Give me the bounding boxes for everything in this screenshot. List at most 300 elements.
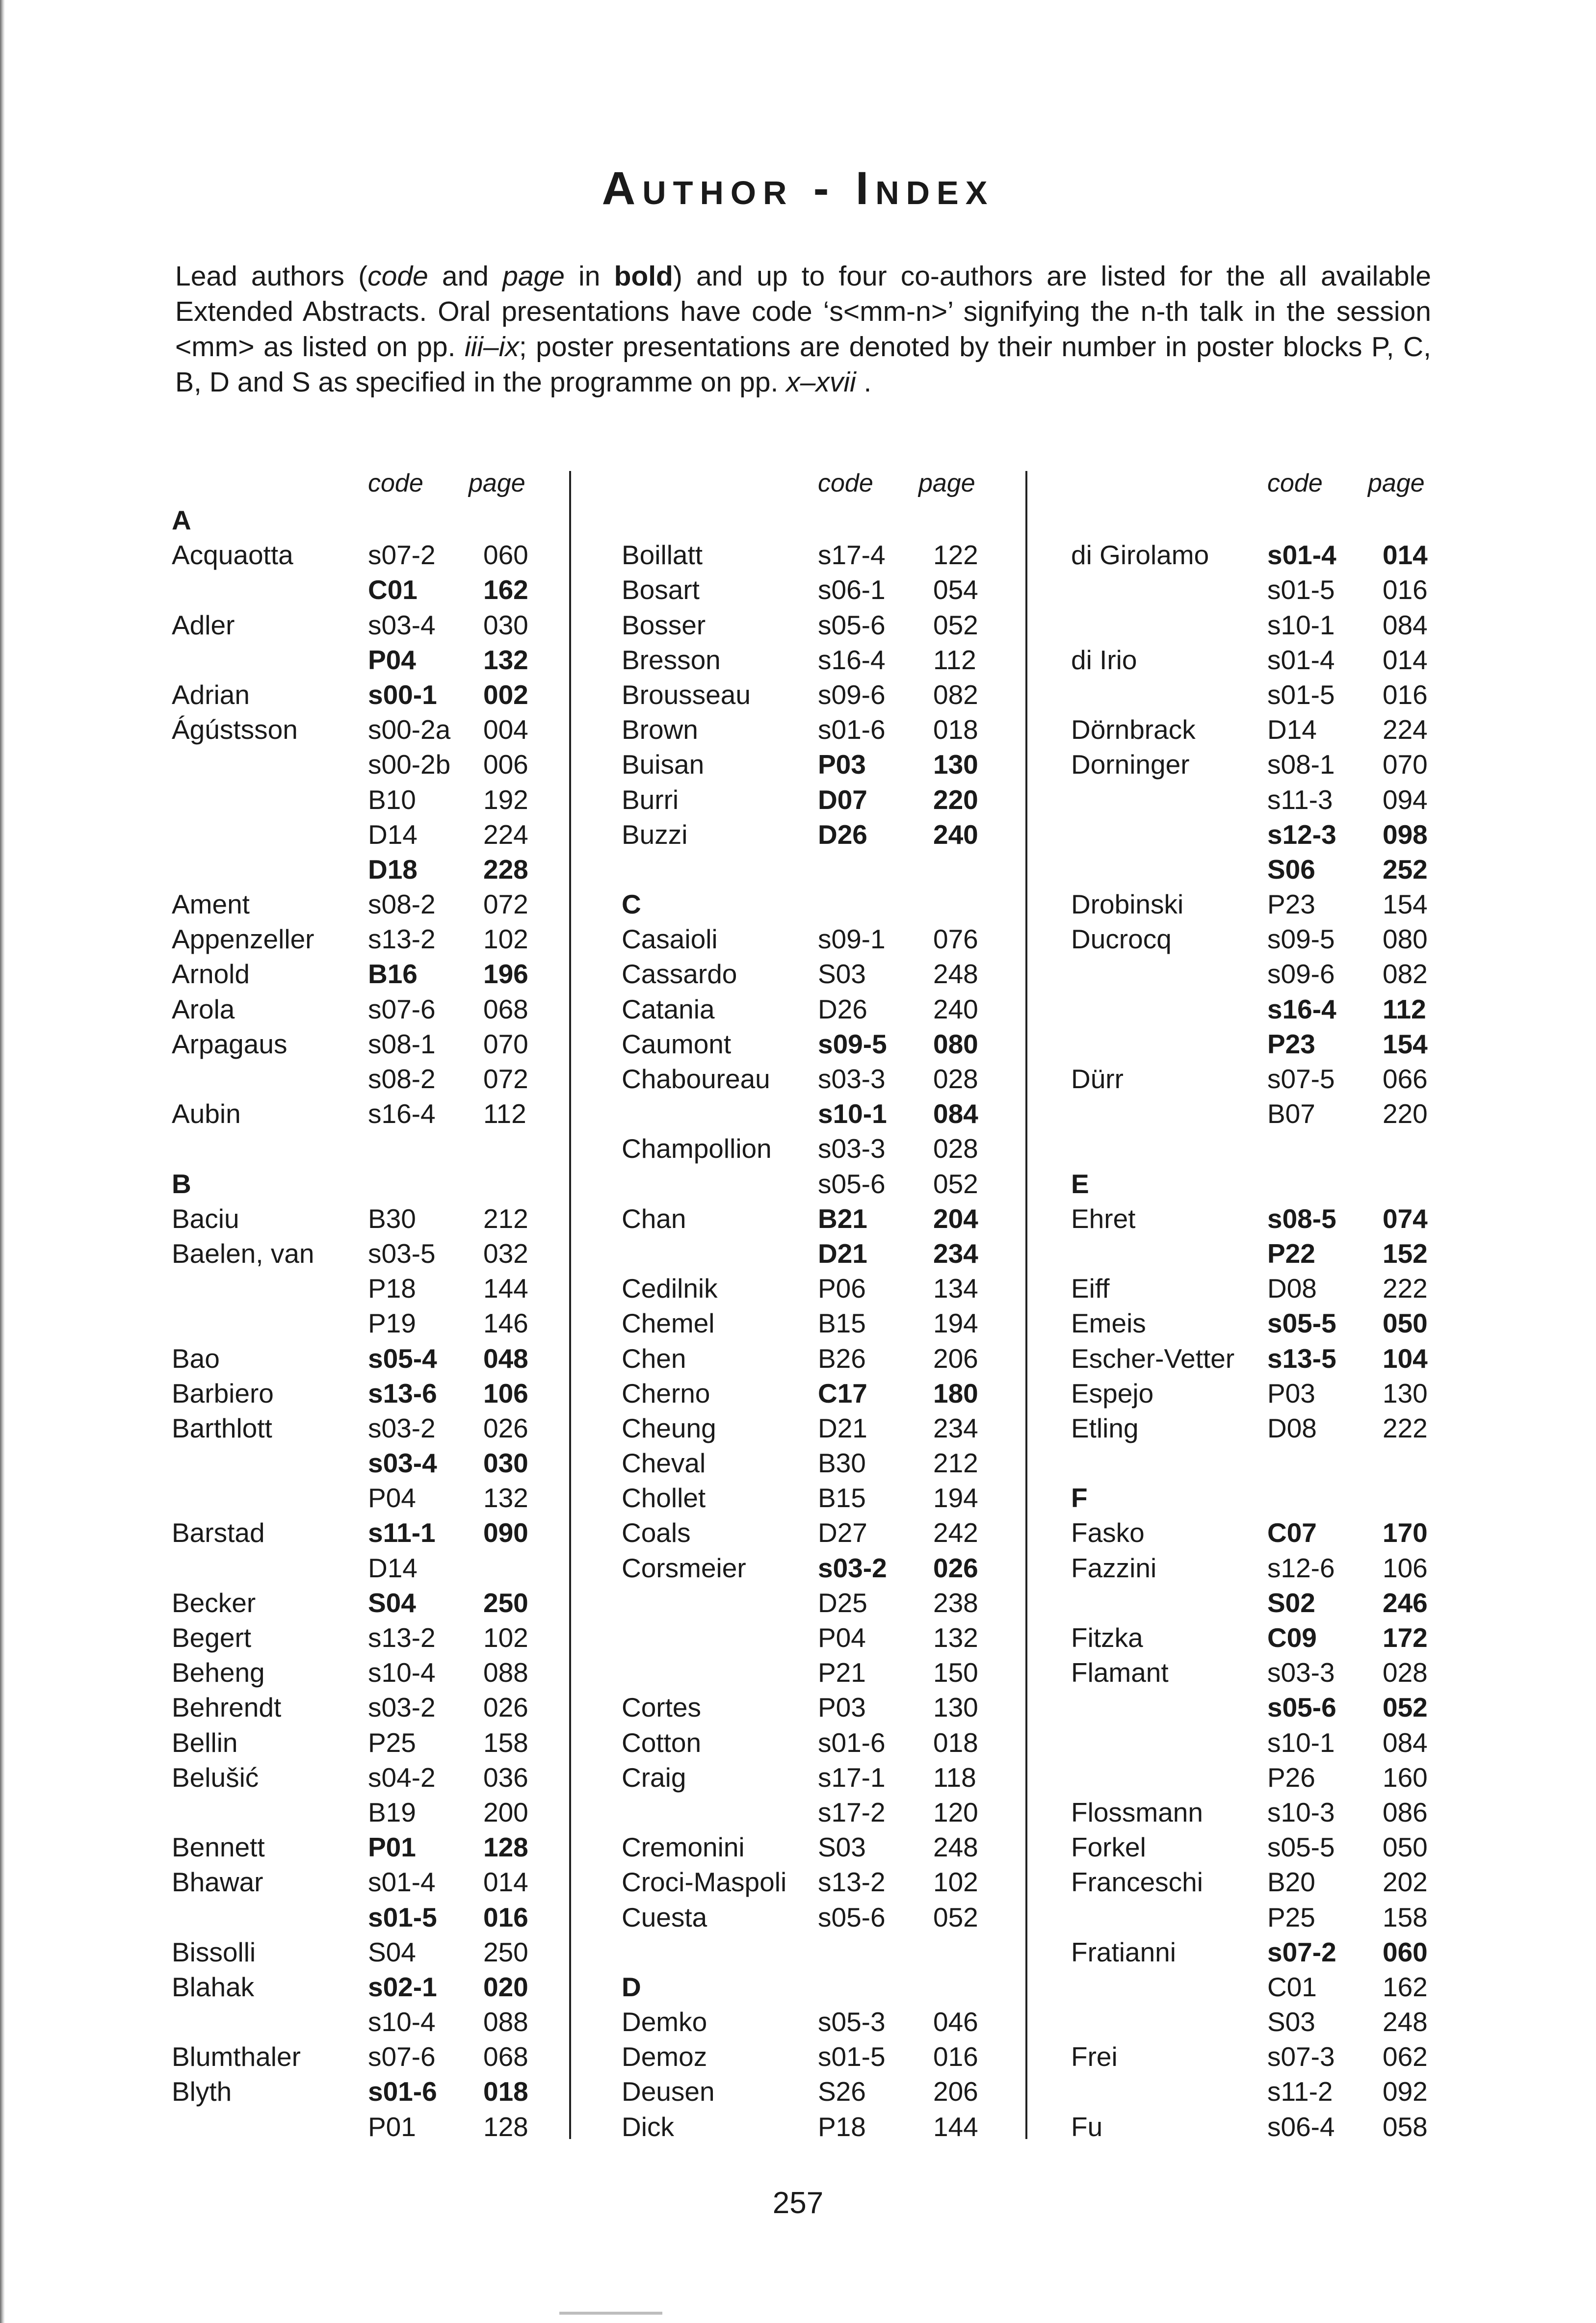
entry-page: 132 [933,1622,978,1653]
index-entry [1071,1725,1444,1760]
index-entry [172,887,545,922]
entry-code: s01-6 [818,714,886,745]
index-entry [622,608,994,643]
entry-page: 130 [933,749,978,780]
index-entry [172,1062,545,1096]
entry-page: 066 [1383,1064,1428,1094]
entry-page: 250 [483,1936,528,1967]
entry-name: Croci-Maspoli [622,1867,787,1898]
index-entry [1071,1411,1444,1446]
entry-name: Cremonini [622,1832,745,1863]
entry-name: Arpagaus [172,1028,288,1059]
column-header [1071,469,1444,503]
index-entry [172,712,545,747]
entry-code: P01 [368,2111,416,2142]
entry-code: s13-2 [368,924,436,955]
index-entry [1071,2110,1444,2144]
entry-page: 032 [483,1238,528,1269]
entry-name: Acquaotta [172,540,293,571]
index-entry [622,1655,994,1690]
entry-page: 134 [933,1273,978,1304]
index-entry [172,1620,545,1655]
entry-code: s07-6 [368,993,436,1024]
index-entry [622,747,994,782]
entry-name: Ágústsson [172,714,298,745]
entry-code: P23 [1267,889,1315,920]
entry-code: C09 [1267,1622,1317,1653]
entry-page: 206 [933,2076,978,2107]
index-column-1 [172,469,545,2144]
entry-name: Cortes [622,1692,701,1723]
entry-code: P18 [818,2111,866,2142]
entry-name: Catania [622,993,715,1024]
index-entry [622,922,994,957]
entry-code: s03-2 [368,1692,436,1723]
index-entry [172,1515,545,1550]
entry-name: Belušić [172,1762,259,1793]
entry-name: Drobinski [1071,889,1184,920]
index-entry [622,957,994,992]
index-entry [1071,712,1444,747]
entry-code: s03-5 [368,1238,436,1269]
entry-code: s03-3 [1267,1657,1335,1688]
entry-name: Frei [1071,2041,1118,2072]
index-entry [622,1760,994,1795]
entry-page: 122 [933,540,978,571]
entry-name: Becker [172,1587,256,1618]
index-entry [172,678,545,712]
entry-name: Barbiero [172,1378,274,1409]
entry-page: 020 [483,1971,528,2002]
entry-name: Espejo [1071,1378,1154,1409]
entry-name: Bao [172,1343,220,1374]
entry-code: s05-6 [818,609,886,640]
index-entry [1071,643,1444,678]
index-entry [172,608,545,643]
entry-page: 026 [483,1692,528,1723]
entry-name: Chan [622,1203,686,1234]
entry-name: Bresson [622,644,721,675]
entry-code: s08-2 [368,889,436,920]
entry-code: s16-4 [1267,993,1336,1024]
entry-page: 054 [933,574,978,605]
entry-code: s07-2 [368,540,436,571]
entry-code: s01-5 [818,2041,886,2072]
entry-page: 212 [483,1203,528,1234]
entry-name: Chaboureau [622,1064,770,1094]
entry-page: 202 [1383,1867,1428,1898]
entry-name: Ehret [1071,1203,1136,1234]
index-entry [1071,1760,1444,1795]
entry-page: 196 [483,959,528,990]
entry-page: 006 [483,749,528,780]
entry-page: 158 [1383,1902,1428,1932]
entry-page: 050 [1383,1832,1428,1863]
index-entry [172,2110,545,2144]
index-entry [1071,1062,1444,1096]
entry-page: 102 [483,924,528,955]
index-entry [622,1586,994,1620]
entry-page: 026 [483,1412,528,1443]
index-entry [622,503,994,538]
entry-name: Blahak [172,1971,255,2002]
index-entry [622,1376,994,1411]
index-entry [622,1062,994,1096]
entry-name: Baelen, van [172,1238,314,1269]
entry-code: s01-6 [818,1727,886,1758]
index-entry [172,1795,545,1830]
index-entry [1071,1970,1444,2005]
index-entry [622,1620,994,1655]
entry-code: s08-5 [1267,1203,1336,1234]
entry-page: 014 [483,1867,528,1898]
index-entry [622,1690,994,1725]
index-entry [1071,1376,1444,1411]
entry-code: C17 [818,1378,867,1409]
entry-name: Dorninger [1071,749,1190,780]
entry-name: Escher-Vetter [1071,1343,1235,1374]
entry-page: 050 [1383,1308,1428,1339]
entry-code: s17-1 [818,1762,886,1793]
entry-page: 070 [483,1028,528,1059]
index-entry [1071,1655,1444,1690]
entry-code: s03-3 [818,1133,886,1164]
entry-code: s08-1 [368,1028,436,1059]
entry-code: S03 [1267,2007,1315,2037]
column-header [622,469,994,503]
page-header: page [918,469,975,497]
entry-name: Bellin [172,1727,238,1758]
entry-code: s02-1 [368,1971,437,2002]
index-entry [172,2005,545,2039]
entry-code: C01 [368,574,418,605]
entry-page: 154 [1383,889,1428,920]
entry-page: 070 [1383,749,1428,780]
index-entry [622,1481,994,1515]
entry-name: Aubin [172,1098,241,1129]
index-entry [1071,1096,1444,1131]
index-entry [622,643,994,678]
index-entry [622,1271,994,1306]
entry-code: s03-2 [368,1412,436,1443]
entry-code: s11-3 [1267,784,1333,815]
entry-code: s10-4 [368,2007,436,2037]
index-entry [1071,1515,1444,1550]
entry-code: B10 [368,784,416,815]
entry-page: 170 [1383,1517,1428,1548]
entry-page: 018 [933,714,978,745]
index-column-2 [622,469,994,2144]
entry-name: D [622,1971,641,2002]
entry-name: Dick [622,2111,674,2142]
entry-code: D21 [818,1412,867,1443]
entry-code: s10-1 [1267,1727,1335,1758]
entry-code: P06 [818,1273,866,1304]
entry-name: Forkel [1071,1832,1146,1863]
index-entry [172,817,545,852]
entry-name: di Irio [1071,644,1137,675]
entry-page: 162 [1383,1971,1428,2002]
entry-code: B15 [818,1308,866,1339]
entry-name: Bhawar [172,1867,263,1898]
entry-name: Fratianni [1071,1936,1176,1967]
entry-code: s03-4 [368,1448,437,1479]
entry-code: s08-1 [1267,749,1335,780]
entry-name: Beheng [172,1657,265,1688]
index-entry [622,1131,994,1166]
index-entry [172,1900,545,1935]
entry-code: s01-4 [1267,644,1335,675]
entry-code: s09-5 [1267,924,1335,955]
entry-page: 102 [933,1867,978,1898]
entry-page: 242 [933,1517,978,1548]
index-entry [172,922,545,957]
index-entry [1071,1795,1444,1830]
entry-name: Caumont [622,1028,732,1059]
entry-code: P25 [1267,1902,1315,1932]
entry-page: 112 [483,1098,526,1129]
index-entry [622,1341,994,1376]
entry-page: 060 [1383,1936,1428,1967]
index-entry [172,1131,545,1166]
entry-code: P03 [1267,1378,1315,1409]
entry-code: s11-1 [368,1517,436,1548]
entry-name: Demoz [622,2041,707,2072]
index-entry [622,1096,994,1131]
index-entry [172,1935,545,1970]
index-entry [622,817,994,852]
entry-name: Coals [622,1517,691,1548]
index-entry [622,1027,994,1062]
entry-name: F [1071,1483,1088,1514]
entry-page: 180 [933,1378,978,1409]
section-letter [172,503,545,538]
entry-name: Flossmann [1071,1797,1203,1827]
index-entry [1071,1900,1444,1935]
index-entry [622,1167,994,1201]
entry-name: Bosser [622,609,706,640]
entry-page: 016 [483,1902,528,1932]
entry-page: 112 [933,644,976,675]
entry-name: Brown [622,714,698,745]
entry-page: 194 [933,1308,978,1339]
entry-page: 016 [1383,574,1428,605]
index-entry [622,1935,994,1970]
entry-page: 072 [483,1064,528,1094]
entry-code: s05-6 [818,1902,886,1932]
entry-code: S26 [818,2076,866,2107]
entry-page: 016 [933,2041,978,2072]
entry-name: Demko [622,2007,707,2037]
entry-code: S04 [368,1936,416,1967]
entry-page: 036 [483,1762,528,1793]
index-entry [622,1306,994,1341]
entry-page: 132 [483,644,528,675]
entry-code: s05-6 [1267,1692,1336,1723]
entry-name: Cassardo [622,959,737,990]
index-entry [1071,538,1444,573]
index-entry [1071,608,1444,643]
entry-name: Corsmeier [622,1552,746,1583]
index-entry [1071,1306,1444,1341]
entry-code: D26 [818,993,867,1024]
entry-code: s00-1 [368,679,437,710]
entry-page: 074 [1383,1203,1428,1234]
index-entry [172,783,545,817]
entry-page: 132 [483,1483,528,1514]
entry-name: Cheung [622,1412,716,1443]
entry-code: s05-6 [818,1168,886,1199]
entry-name: Adrian [172,679,250,710]
entry-page: 090 [483,1517,528,1548]
entry-page: 162 [483,574,528,605]
entry-code: S06 [1267,854,1315,885]
entry-name: Cotton [622,1727,702,1758]
entry-code: P03 [818,1692,866,1723]
entry-page: 130 [933,1692,978,1723]
entry-code: P19 [368,1308,416,1339]
entry-page: 128 [483,2111,528,2142]
entry-page: 058 [1383,2111,1428,2142]
index-entry [1071,1027,1444,1062]
entry-page: 076 [933,924,978,955]
index-entry [1071,2074,1444,2109]
entry-page: 144 [483,1273,528,1304]
entry-code: B30 [818,1448,866,1479]
entry-name: Adler [172,609,235,640]
entry-code: s07-6 [368,2041,436,2072]
entry-page: 046 [933,2007,978,2037]
entry-page: 052 [933,609,978,640]
entry-page: 028 [1383,1657,1428,1688]
entry-code: D08 [1267,1273,1317,1304]
entry-page: 160 [1383,1762,1428,1793]
entry-name: Dörnbrack [1071,714,1196,745]
entry-code: s07-3 [1267,2041,1335,2072]
entry-page: 014 [1383,644,1428,675]
index-entry [172,747,545,782]
entry-code: P03 [818,749,866,780]
index-entry [172,1830,545,1865]
entry-page: 248 [933,1832,978,1863]
index-entry [172,1551,545,1586]
entry-page: 052 [1383,1692,1428,1723]
entry-page: 052 [933,1168,978,1199]
entry-code: B07 [1267,1098,1315,1129]
entry-name: Appenzeller [172,924,314,955]
entry-name: Dürr [1071,1064,1124,1094]
index-entry [172,1201,545,1236]
entry-name: Bosart [622,574,700,605]
entry-page: 220 [1383,1098,1428,1129]
index-entry [172,1027,545,1062]
page-number: 257 [772,2186,824,2220]
entry-code: s10-1 [1267,609,1335,640]
entry-code: s10-4 [368,1657,436,1688]
entry-code: D08 [1267,1412,1317,1443]
index-entry [172,1306,545,1341]
entry-code: s05-5 [1267,1832,1335,1863]
entry-page: 222 [1383,1273,1428,1304]
index-entry [172,1586,545,1620]
entry-page: 030 [483,1448,528,1479]
entry-name: Burri [622,784,679,815]
entry-code: B19 [368,1797,416,1827]
entry-page: 212 [933,1448,978,1479]
index-entry [172,1271,545,1306]
entry-code: D27 [818,1517,867,1548]
code-header: code [1267,469,1323,497]
entry-page: 144 [933,2111,978,2142]
index-entry [1071,922,1444,957]
index-entry [172,538,545,573]
entry-code: s01-5 [1267,679,1335,710]
entry-name: Etling [1071,1412,1139,1443]
index-entry [1071,573,1444,607]
index-entry [622,538,994,573]
entry-page: 002 [483,679,528,710]
entry-code: s17-4 [818,540,886,571]
entry-code: s03-4 [368,609,436,640]
index-entry [1071,1341,1444,1376]
entry-name: Baciu [172,1203,239,1234]
entry-code: s16-4 [818,644,886,675]
entry-page: 048 [483,1343,528,1374]
entry-code: s03-2 [818,1552,887,1583]
entry-page: 084 [933,1098,978,1129]
entry-code: D26 [818,819,867,850]
entry-name: E [1071,1168,1089,1199]
entry-code: s01-5 [368,1902,437,1932]
entry-code: s08-2 [368,1064,436,1094]
entry-code: s05-4 [368,1343,437,1374]
entry-code: s06-4 [1267,2111,1335,2142]
entry-page: 092 [1383,2076,1428,2107]
entry-page: 206 [933,1343,978,1374]
index-entry [622,2005,994,2039]
entry-name: Chen [622,1343,686,1374]
index-entry [1071,1201,1444,1236]
index-entry [172,1411,545,1446]
entry-page: 052 [933,1902,978,1932]
entry-name: Deusen [622,2076,715,2107]
entry-page: 086 [1383,1797,1428,1827]
index-rows [1071,503,1444,2144]
entry-code: s09-5 [818,1028,887,1059]
entry-code: s06-1 [818,574,886,605]
entry-name: Fitzka [1071,1622,1143,1653]
entry-page: 106 [1383,1552,1428,1583]
index-entry [622,1446,994,1481]
entry-code: s13-2 [818,1867,886,1898]
entry-name: Boillatt [622,540,703,571]
entry-page: 016 [1383,679,1428,710]
entry-page: 112 [1383,993,1426,1024]
index-entry [622,1830,994,1865]
section-letter [622,1970,994,2005]
index-entry [1071,1830,1444,1865]
entry-name: Behrendt [172,1692,282,1723]
index-entry [172,573,545,607]
entry-name: Fu [1071,2111,1103,2142]
entry-code: P18 [368,1273,416,1304]
index-entry [1071,747,1444,782]
index-entry [1071,1236,1444,1271]
entry-code: s01-4 [368,1867,436,1898]
entry-code: P04 [818,1622,866,1653]
index-entry [172,1481,545,1515]
entry-code: P01 [368,1832,416,1863]
